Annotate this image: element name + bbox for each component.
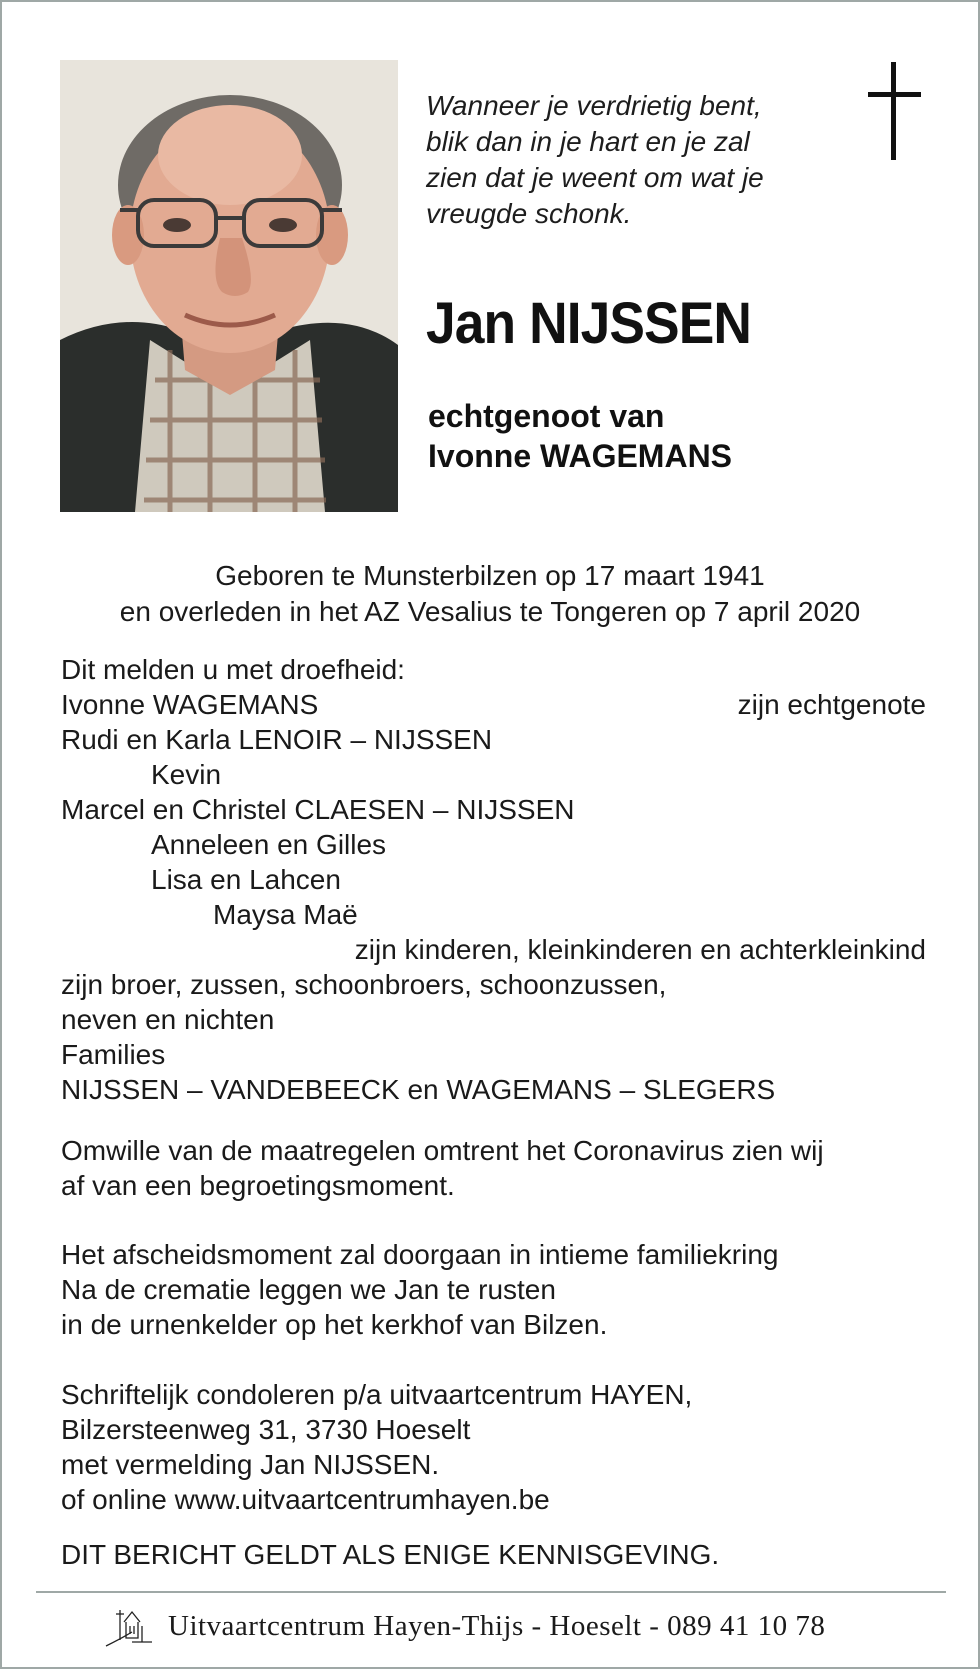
siblings-row: zijn broer, zussen, schoonbroers, schoonzussen, [61, 969, 667, 1000]
ceremony-line: in de urnenkelder op het kerkhof van Bilzen. [61, 1309, 608, 1340]
closing-line: DIT BERICHT GELDT ALS ENIGE KENNISGEVING. [61, 1539, 720, 1570]
funeral-home-contact: Uitvaartcentrum Hayen-Thijs - Hoeselt - 089 41 10 78 [168, 1610, 826, 1642]
funeral-home-footer [102, 1602, 882, 1652]
birth-death-info [2, 558, 978, 630]
grandchild-row: Anneleen en Gilles [151, 829, 387, 860]
ceremony-info [61, 1237, 941, 1342]
quote-line: zien dat je weent om wat je [426, 162, 764, 193]
birth-line: Geboren te Munsterbilzen op 17 maart 1941 [215, 560, 765, 591]
child-row: Rudi en Karla LENOIR – NIJSSEN [61, 724, 493, 755]
quote-line: Wanneer je verdrietig bent, [426, 90, 762, 121]
quote-line: blik dan in je hart en je zal [426, 126, 750, 157]
corona-notice [61, 1133, 941, 1203]
relation-label: echtgenoot van [428, 398, 665, 434]
cross-icon [866, 62, 924, 162]
notice-line: af van een begroetingsmoment. [61, 1170, 455, 1201]
family-spouse-row [61, 687, 926, 722]
death-line: en overleden in het AZ Vesalius te Tongeren op 7 april 2020 [119, 596, 861, 627]
children-role: zijn kinderen, kleinkinderen en achterkleinkind [354, 934, 926, 965]
portrait-photo [60, 60, 398, 512]
families-names: NIJSSEN – VANDEBEECK en WAGEMANS – SLEGERS [61, 1074, 776, 1105]
spouse-name: Ivonne WAGEMANS [428, 438, 733, 474]
spouse-role: zijn echtgenote [737, 689, 926, 720]
memorial-quote [426, 88, 826, 232]
grandchild-row: Lisa en Lahcen [151, 864, 341, 895]
deceased-name: Jan NIJSSEN [426, 291, 752, 356]
condolences-info [61, 1377, 941, 1517]
child-row: Marcel en Christel CLAESEN – NIJSSEN [61, 794, 575, 825]
spouse-relation [428, 396, 732, 476]
condolences-line: Schriftelijk condoleren p/a uitvaartcentrum HAYEN, [61, 1379, 693, 1410]
condolences-website-line: of online www.uitvaartcentrumhayen.be [61, 1484, 550, 1515]
spouse-list-name: Ivonne WAGEMANS [61, 689, 319, 720]
condolences-line: met vermelding Jan NIJSSEN. [61, 1449, 440, 1480]
notice-line: Omwille van de maatregelen omtrent het Coronavirus zien wij [61, 1135, 824, 1166]
closing-statement [61, 1537, 941, 1572]
family-intro: Dit melden u met droefheid: [61, 654, 405, 685]
quote-line: vreugde schonk. [426, 198, 632, 229]
greatgrandchild-row: Maysa Maë [213, 899, 358, 930]
children-role-row [61, 932, 926, 967]
siblings-row: neven en nichten [61, 1004, 275, 1035]
condolences-line: Bilzersteenweg 31, 3730 Hoeselt [61, 1414, 471, 1445]
ceremony-line: Het afscheidsmoment zal doorgaan in intieme familiekring [61, 1239, 779, 1270]
family-list [61, 652, 926, 1107]
families-label: Families [61, 1039, 166, 1070]
ceremony-line: Na de crematie leggen we Jan te rusten [61, 1274, 556, 1305]
grandchild-row: Kevin [151, 759, 222, 790]
church-sketch-icon [102, 1602, 158, 1650]
footer-divider [36, 1591, 946, 1593]
